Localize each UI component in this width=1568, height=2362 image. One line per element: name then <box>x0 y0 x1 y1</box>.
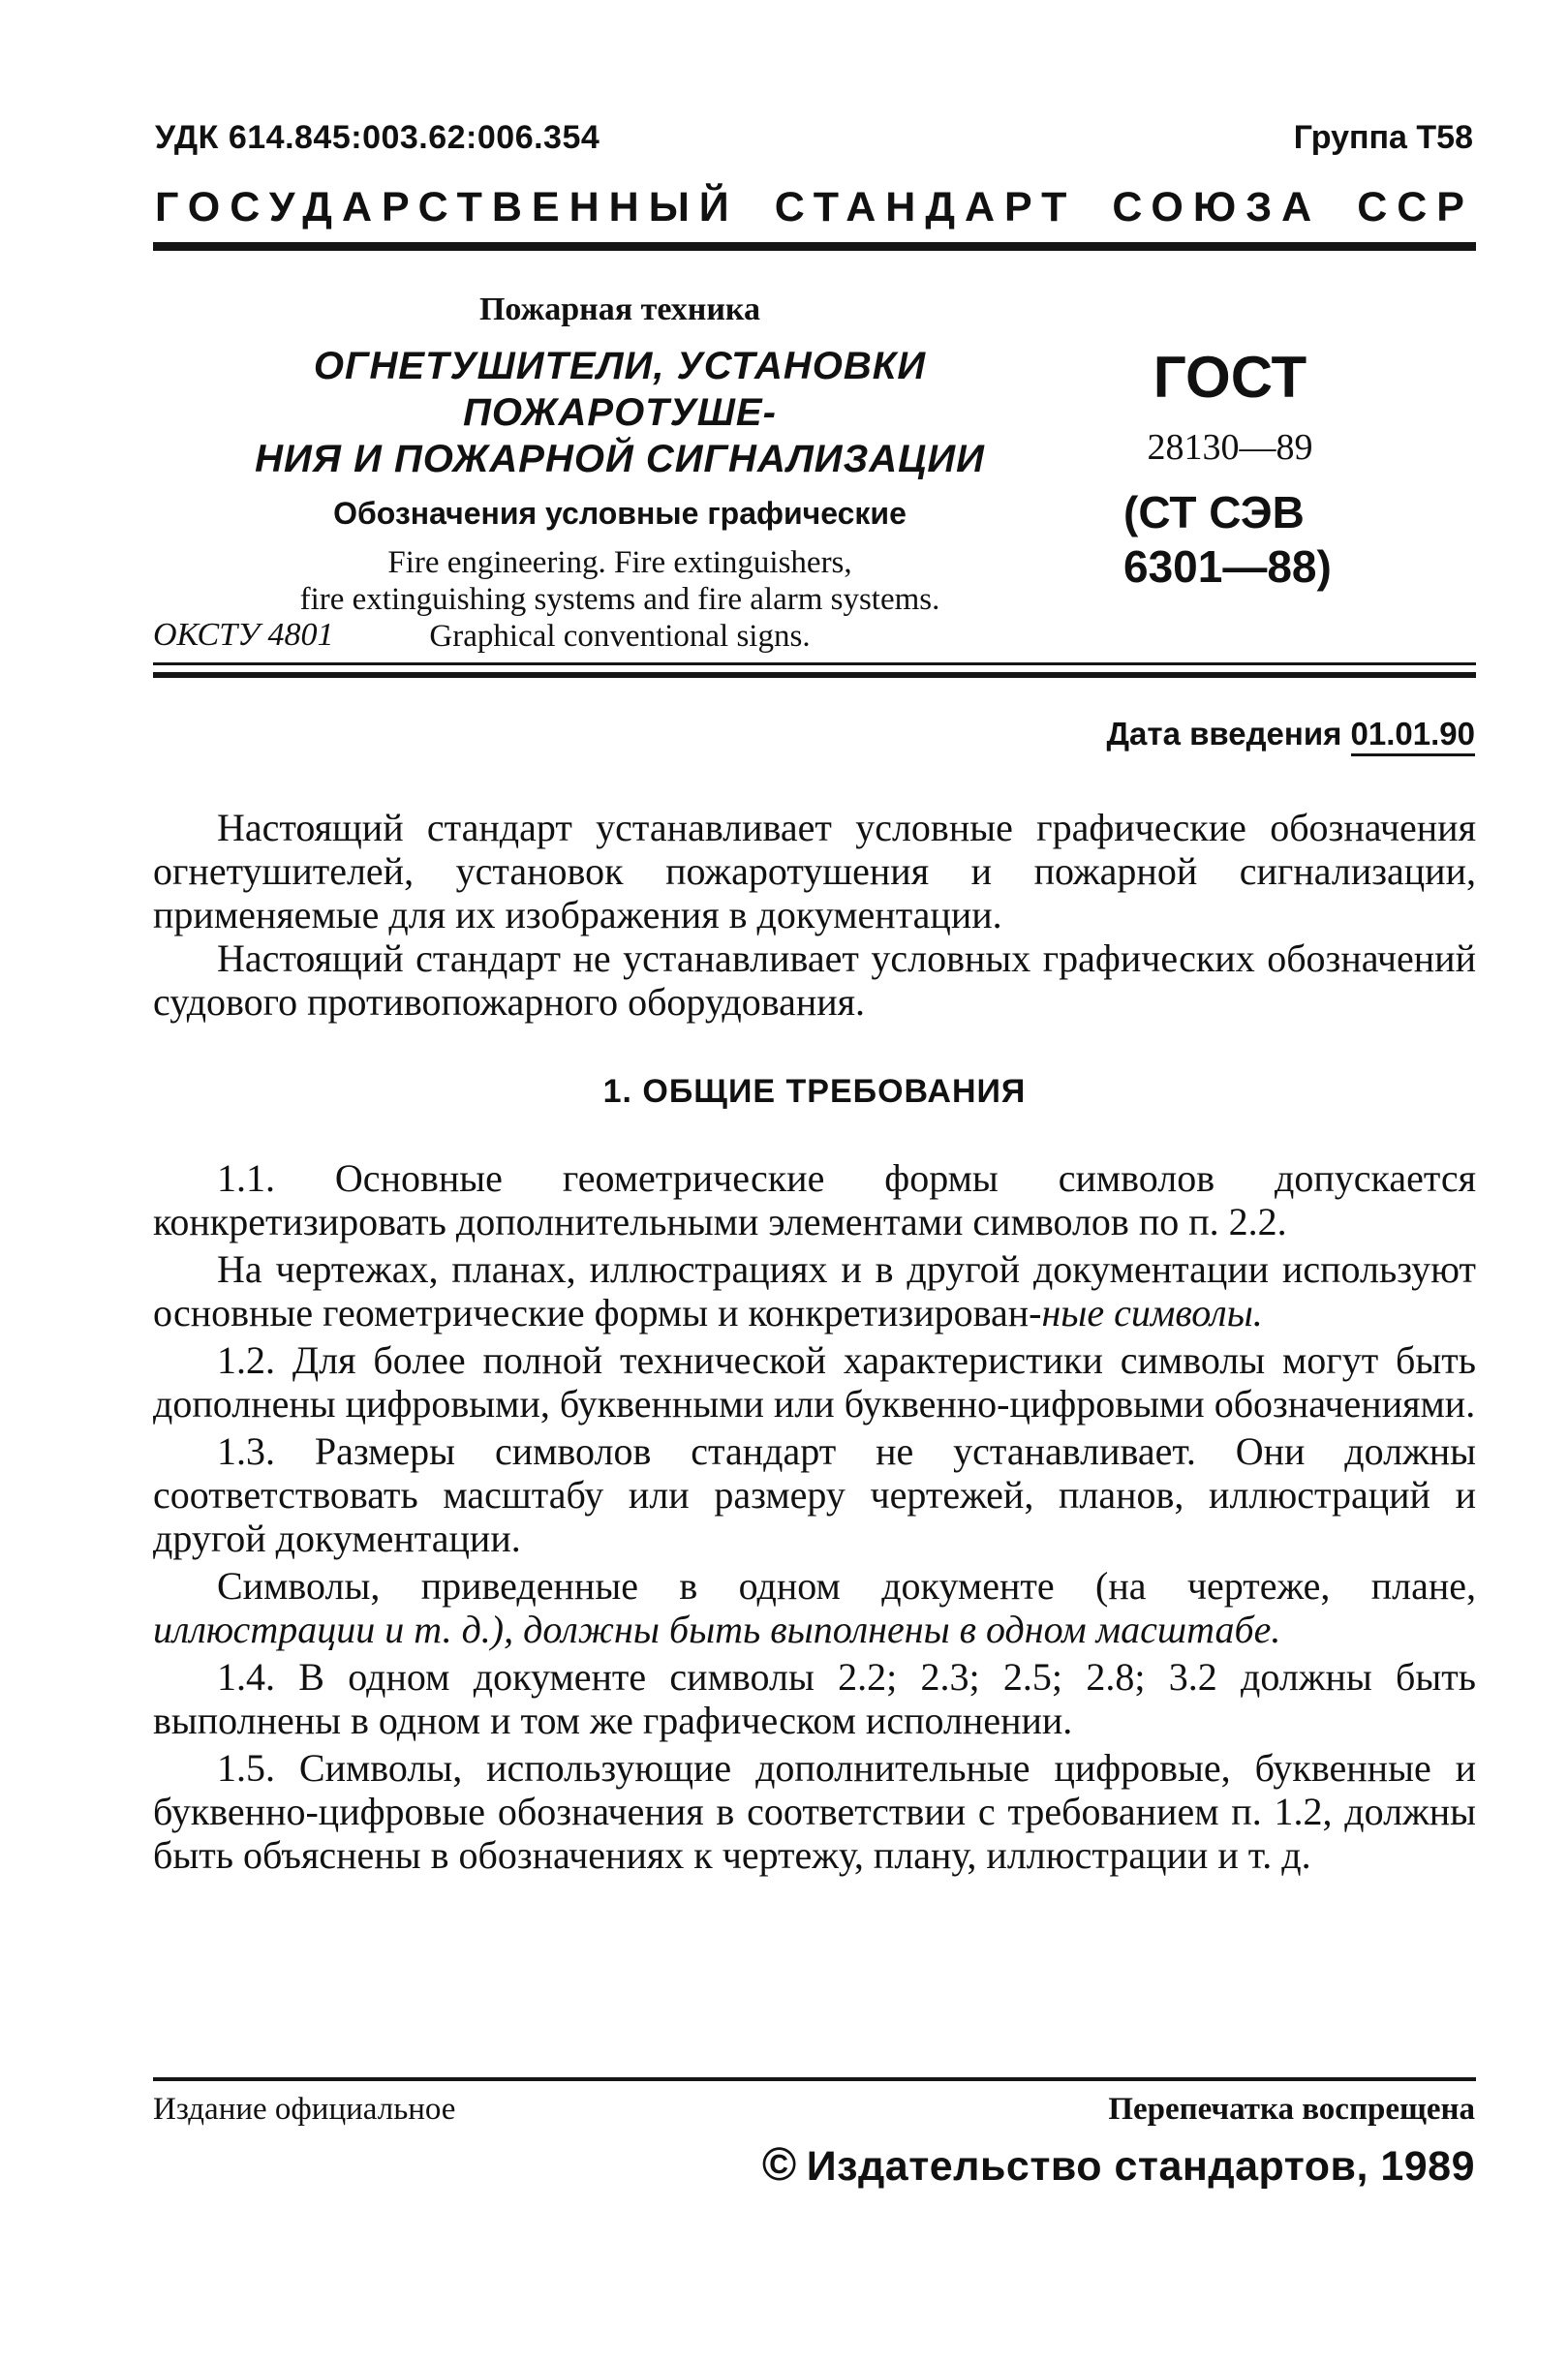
main-title-line-2: НИЯ И ПОЖАРНОЙ СИГНАЛИЗАЦИИ <box>255 438 985 480</box>
gost-block <box>1123 344 1414 594</box>
publisher <box>762 2138 1475 2192</box>
body-text <box>153 806 1476 1881</box>
clause-1-4: 1.4. В одном документе символы 2.2; 2.3; 2.5; 2.8; 3.2 должны быть выполнены в одном и том же графическом исполнении. <box>153 1655 1476 1742</box>
edition-note: Издание официальное <box>153 2092 456 2127</box>
clause-1-1-b-text: На чертежах, планах, иллюстрациях и в другой документации используют основные геометрические формы и конкретизирован- <box>153 1247 1476 1334</box>
main-title <box>165 343 1075 482</box>
cmea-standard <box>1123 485 1356 594</box>
clause-1-3-b-text: Символы, приведенные в одном документе (на чертеже, плане, <box>217 1564 1476 1608</box>
title-rule-thin <box>153 662 1476 665</box>
topic: Пожарная техника <box>478 291 760 327</box>
section-heading: 1. ОБЩИЕ ТРЕБОВАНИЯ <box>602 1073 1027 1110</box>
udk-code: УДК 614.845:003.62:006.354 <box>155 119 600 156</box>
clause-1-2: 1.2. Для более полной технической характеристики символы могут быть дополнены цифровыми, буквенными или буквенно-цифровыми обозначениями. <box>153 1338 1476 1426</box>
footer-rule <box>153 2077 1476 2081</box>
main-title-line-1: ОГНЕТУШИТЕЛИ, УСТАНОВКИ ПОЖАРОТУШЕ- <box>313 345 927 434</box>
clause-1-1: 1.1. Основные геометрические формы символов допускается конкретизировать дополнительными элементами символов по п. 2.2. <box>153 1156 1476 1243</box>
intro-date-label: Дата введения <box>1106 716 1342 752</box>
clause-1-5: 1.5. Символы, использующие дополнительные цифровые, буквенные и буквенно-цифровые обозначения в соответствии с требованием п. 1.2, должны быть объяснены в обозначениях к чертежу, плану, иллюстрации и т. д. <box>153 1746 1476 1877</box>
publisher-text: Издательство стандартов, 1989 <box>806 2143 1475 2190</box>
gost-label: ГОСТ <box>1153 345 1307 410</box>
header-rule <box>153 242 1476 251</box>
title-rule-thick <box>153 672 1476 678</box>
intro-date-value: 01.01.90 <box>1351 716 1475 756</box>
subtitle: Обозначения условные графические <box>333 496 907 531</box>
clause-1-1-b <box>153 1247 1476 1334</box>
english-title-line-2: fire extinguishing systems and fire alarm systems. <box>299 582 940 617</box>
paragraph-exclusion: Настоящий стандарт не устанавливает условных графических обозначений судового противопожарного оборудования. <box>153 936 1476 1024</box>
cmea-line-2: 6301—88) <box>1123 541 1332 592</box>
english-title-line-3: Graphical conventional signs. <box>429 619 811 654</box>
cmea-line-1: (СТ СЭВ <box>1123 487 1305 537</box>
state-standard-heading: ГОСУДАРСТВЕННЫЙ СТАНДАРТ СОЮЗА ССР <box>155 184 1474 230</box>
oksty-code: ОКСТУ 4801 <box>153 617 334 653</box>
clause-1-3: 1.3. Размеры символов стандарт не устанавливает. Они должны соответствовать масштабу или размеру чертежей, планов, иллюстраций и другой документации. <box>153 1429 1476 1560</box>
clause-1-3-b-end: иллюстрации и т. д.), должны быть выполнены в одном масштабе. <box>153 1608 1281 1651</box>
intro-date <box>1107 716 1475 752</box>
group-code: Группа Т58 <box>1293 119 1473 156</box>
english-title-line-1: Fire engineering. Fire extinguishers, <box>387 545 852 580</box>
gost-number: 28130—89 <box>1147 427 1313 468</box>
title-block <box>165 291 1075 655</box>
clause-1-1-b-end: ные символы. <box>1041 1291 1263 1334</box>
copyright-icon: © <box>761 2139 797 2191</box>
clause-1-3-b <box>153 1564 1476 1651</box>
paragraph-scope: Настоящий стандарт устанавливает условные графические обозначения огнетушителей, установок пожаротушения и пожарной сигнализации, применяемые для их изображения в документации. <box>153 806 1476 936</box>
reprint-note: Перепечатка воспрещена <box>1108 2092 1475 2127</box>
